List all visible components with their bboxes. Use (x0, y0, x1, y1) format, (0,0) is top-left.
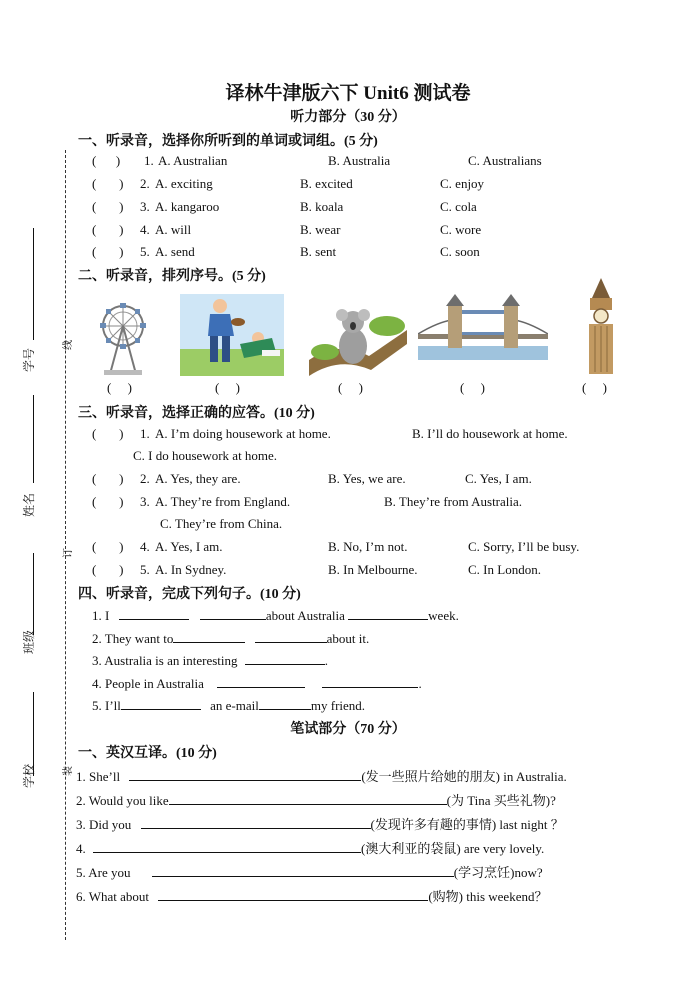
writing-section-1-heading: 一、英汉互译。(10 分) (78, 746, 217, 761)
fill-sentence-3 (92, 652, 328, 669)
sentence-text: 3. Did you (76, 817, 132, 832)
option-b: B. They’re from Australia. (384, 494, 523, 509)
sentence-text: 5. I’ll (92, 698, 121, 713)
koala-picture (309, 300, 407, 376)
item-number: 5. (140, 244, 150, 259)
item-number: 2. (140, 176, 150, 191)
option-a: A. kangaroo (155, 199, 220, 214)
page-title: 译林牛津版六下 Unit6 测试卷 (225, 83, 471, 104)
option-c: C. cola (440, 199, 477, 214)
sentence-text: 5. Are you (76, 865, 131, 880)
answer-paren: ( ) (92, 153, 121, 168)
item-number: 3. (140, 199, 150, 214)
option-c: C. Australians (468, 153, 542, 168)
order-paren-2: ( ) (215, 380, 240, 395)
binding-mark-staple: 订 (63, 548, 74, 558)
sentence-text: in Australia. (503, 769, 567, 784)
chinese-hint: (学习烹饪) (453, 865, 515, 880)
answer-blank[interactable] (200, 607, 266, 620)
sentence-text: 3. Australia is an interesting (92, 653, 238, 668)
item-number: 3. (140, 494, 150, 509)
margin-label-school: 学校 (22, 763, 36, 788)
answer-blank[interactable] (245, 652, 325, 665)
chinese-hint: (澳大利亚的袋鼠) (361, 841, 461, 856)
sentence-text: 2. They want to (92, 631, 174, 646)
option-a: A. send (155, 244, 195, 259)
order-paren-1: ( ) (107, 380, 132, 395)
option-c: C. enjoy (440, 176, 485, 191)
answer-blank[interactable] (129, 768, 361, 781)
item-number: 4. (140, 222, 150, 237)
option-b: B. I’ll do housework at home. (412, 426, 568, 441)
answer-blank[interactable] (217, 675, 305, 688)
answer-paren: ( ) (92, 494, 124, 509)
sentence-text: 4. (76, 841, 86, 856)
ferris-wheel-picture (100, 292, 146, 376)
sentence-text: now? (514, 865, 543, 880)
tower-bridge-picture (418, 294, 548, 360)
fill-sentence-2 (92, 630, 369, 647)
chinese-hint: (发现许多有趣的事情) (370, 817, 497, 832)
chinese-hint: (购物) (428, 889, 463, 904)
order-paren-4: ( ) (460, 380, 485, 395)
option-b: B. Australia (328, 153, 391, 168)
listening-title: 听力部分（30 分） (290, 110, 406, 125)
order-paren-5: ( ) (582, 380, 607, 395)
sentence-text: about it. (326, 631, 370, 646)
option-b: B. In Melbourne. (328, 562, 418, 577)
sentence-text: my friend. (310, 698, 366, 713)
sentence-text: 1. I (92, 608, 110, 623)
answer-blank[interactable] (255, 630, 327, 643)
option-a: A. exciting (155, 176, 213, 191)
writing-title: 笔试部分（70 分） (290, 722, 406, 737)
binding-dash-line (65, 150, 66, 940)
sentence-text: 1. She’ll (76, 769, 121, 784)
fill-sentence-4 (92, 675, 422, 692)
option-c: C. They’re from China. (160, 516, 283, 531)
option-b: B. No, I’m not. (328, 539, 408, 554)
option-c: C. Sorry, I’ll be busy. (468, 539, 580, 554)
sentence-text: this weekend？ (466, 889, 548, 904)
translate-item-6 (76, 886, 547, 905)
sentence-text: . (418, 676, 422, 691)
sentence-text: about Australia (265, 608, 345, 623)
sentence-text: week. (428, 608, 459, 623)
answer-blank[interactable] (93, 840, 361, 853)
answer-paren: ( ) (92, 539, 124, 554)
answer-blank[interactable] (173, 630, 245, 643)
item-number: 5. (140, 562, 150, 577)
translate-item-1 (76, 766, 567, 785)
answer-paren: ( ) (92, 244, 124, 259)
option-c: C. I do housework at home. (133, 448, 278, 463)
option-c: C. In London. (468, 562, 541, 577)
listening-section-4-heading: 四、听录音，完成下列句子。(10 分) (78, 587, 301, 602)
margin-label-student-no: 学号 (22, 347, 36, 372)
answer-paren: ( ) (92, 222, 124, 237)
option-a: A. will (155, 222, 192, 237)
listening-section-3-heading: 三、听录音，选择正确的应答。(10 分) (78, 406, 315, 421)
listening-section-2-heading: 二、听录音，排列序号。(5 分) (78, 269, 266, 284)
sentence-text: ? (550, 793, 556, 808)
big-ben-picture (584, 278, 618, 374)
translate-item-5 (76, 862, 543, 881)
option-a: A. They’re from England. (155, 494, 291, 509)
order-paren-3: ( ) (338, 380, 363, 395)
option-b: B. Yes, we are. (328, 471, 406, 486)
answer-paren: ( ) (92, 199, 124, 214)
option-a: A. Yes, I am. (155, 539, 223, 554)
sentence-text: 4. People in Australia (92, 676, 204, 691)
answer-blank[interactable] (141, 816, 371, 829)
fill-sentence-5 (92, 697, 365, 714)
sentence-text: 6. What about (76, 889, 150, 904)
answer-paren: ( ) (92, 562, 124, 577)
sentence-text: . (324, 653, 329, 668)
binding-mark-line: 线 (63, 340, 74, 350)
binding-mark-bind: 装 (63, 766, 74, 776)
item-number: 4. (140, 539, 150, 554)
option-a: A. Yes, they are. (155, 471, 241, 486)
margin-line-name (33, 395, 34, 483)
margin-line-student-no (33, 228, 34, 340)
answer-paren: ( ) (92, 426, 124, 441)
option-b: B. excited (300, 176, 353, 191)
answer-blank[interactable] (259, 697, 311, 710)
answer-blank[interactable] (152, 864, 454, 877)
option-a: A. Australian (158, 153, 228, 168)
option-a: A. I’m doing housework at home. (155, 426, 331, 441)
option-c: C. Yes, I am. (465, 471, 532, 486)
sentence-text: last night ？ (499, 817, 564, 832)
answer-paren: ( ) (92, 471, 124, 486)
listening-section-1-heading: 一、听录音，选择你所听到的单词或词组。(5 分) (78, 134, 378, 149)
answer-blank[interactable] (348, 607, 428, 620)
item-number: 1. (140, 426, 150, 441)
margin-label-name: 姓名 (22, 492, 36, 517)
rugby-players-picture (180, 294, 284, 376)
option-b: B. sent (300, 244, 337, 259)
translate-item-3 (76, 814, 564, 833)
sentence-text: 2. Would you like (76, 793, 169, 808)
option-c: C. soon (440, 244, 480, 259)
item-number: 2. (140, 471, 150, 486)
margin-label-class: 班级 (22, 629, 36, 654)
answer-blank[interactable] (169, 792, 447, 805)
item-number: 1. (144, 153, 154, 168)
option-b: B. koala (300, 199, 344, 214)
binding-margin (0, 0, 74, 983)
chinese-hint: (为 Tina 买些礼物) (446, 793, 551, 808)
sentence-text: an e-mail (210, 698, 259, 713)
option-a: A. In Sydney. (155, 562, 227, 577)
option-b: B. wear (300, 222, 341, 237)
translate-item-2 (76, 790, 556, 809)
margin-line-class (33, 553, 34, 635)
answer-blank[interactable] (322, 675, 418, 688)
option-c: C. wore (440, 222, 482, 237)
answer-blank[interactable] (158, 888, 428, 901)
answer-blank[interactable] (119, 607, 189, 620)
fill-sentence-1 (92, 607, 459, 624)
answer-blank[interactable] (121, 697, 201, 710)
translate-item-4 (76, 838, 544, 857)
chinese-hint: (发一些照片给她的朋友) (361, 769, 500, 784)
answer-paren: ( ) (92, 176, 124, 191)
sentence-text: are very lovely. (463, 841, 545, 856)
